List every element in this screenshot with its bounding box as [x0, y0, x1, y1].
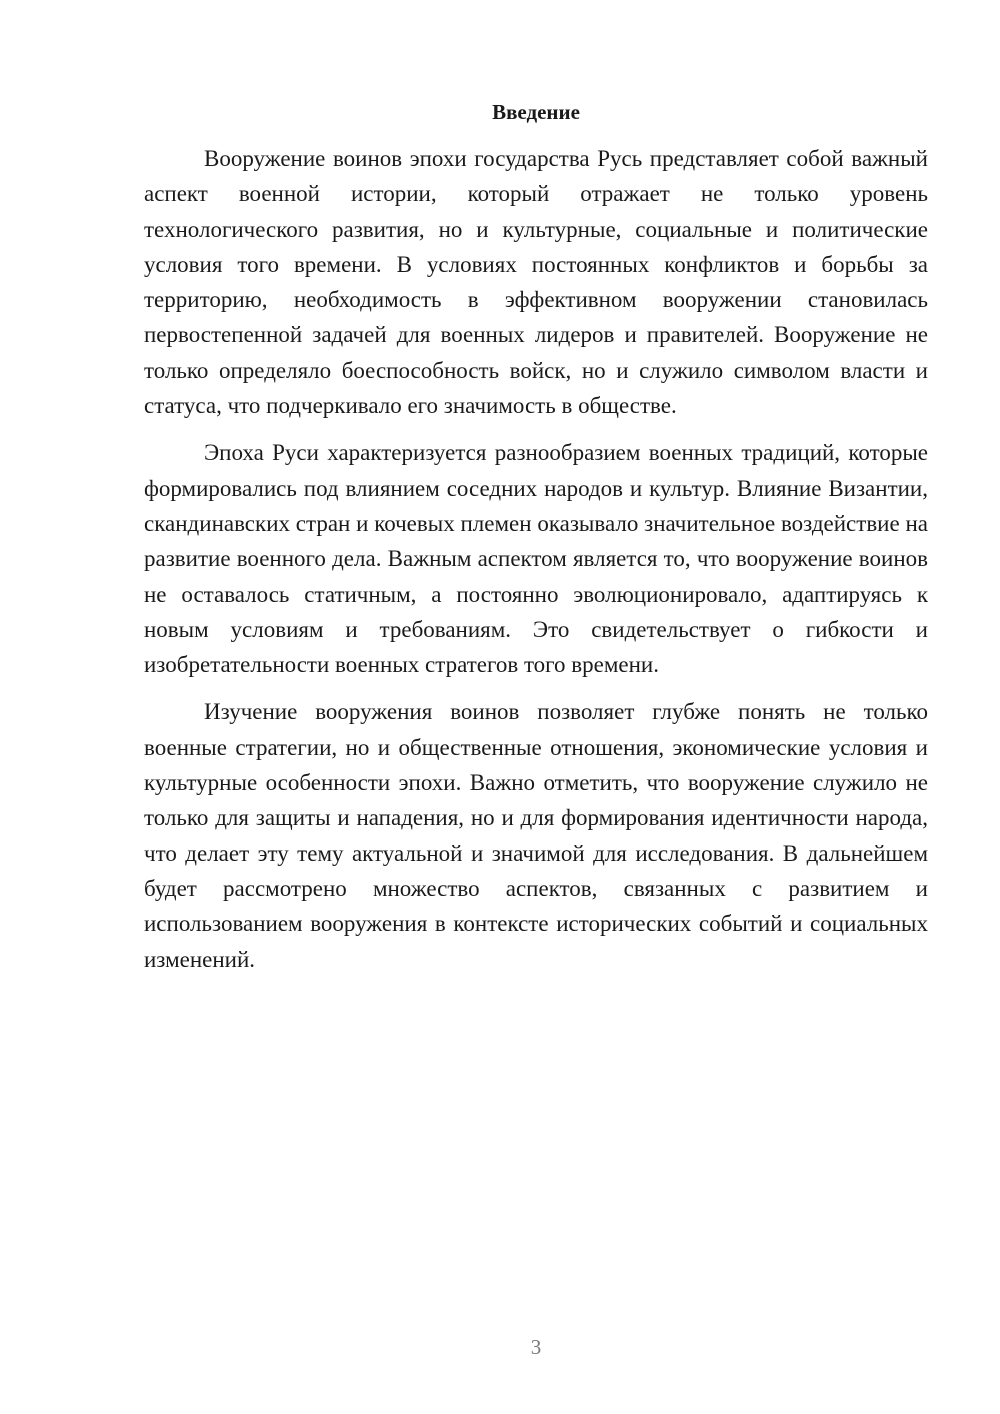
paragraph-2: Эпоха Руси характеризуется разнообразием военных традиций, которые формировались под влиянием соседних народов и культур. Влияние Византии, скандинавских стран и кочевых племен оказывало значительное воздействие на развитие военного дела. Важным аспектом является то, что вооружение воинов не оставалось статичным, а постоянно эволюционировало, адаптируясь к новым условиям и требованиям. Это свидетельствует о гибкости и изобретательности военных стратегов того времени. [144, 440, 928, 678]
page-number: 3 [530, 1335, 542, 1359]
document-body [144, 141, 928, 977]
section-heading: Введение [492, 100, 580, 124]
paragraph-3: Изучение вооружения воинов позволяет глубже понять не только военные стратегии, но и общественные отношения, экономические условия и культурные особенности эпохи. Важно отметить, что вооружение служило не только для защиты и нападения, но и для формирования идентичности народа, что делает эту тему актуальной и значимой для исследования. В дальнейшем будет рассмотрено множество аспектов, связанных с развитием и использованием вооружения в контексте исторических событий и социальных изменений. [144, 699, 928, 972]
paragraph-1: Вооружение воинов эпохи государства Русь представляет собой важный аспект военной истории, который отражает не только уровень технологического развития, но и культурные, социальные и политические условия того времени. В условиях постоянных конфликтов и борьбы за территорию, необходимость в эффективном вооружении становилась первостепенной задачей для военных лидеров и правителей. Вооружение не только определяло боеспособность войск, но и служило символом власти и статуса, что подчеркивало его значимость в обществе. [144, 146, 928, 419]
